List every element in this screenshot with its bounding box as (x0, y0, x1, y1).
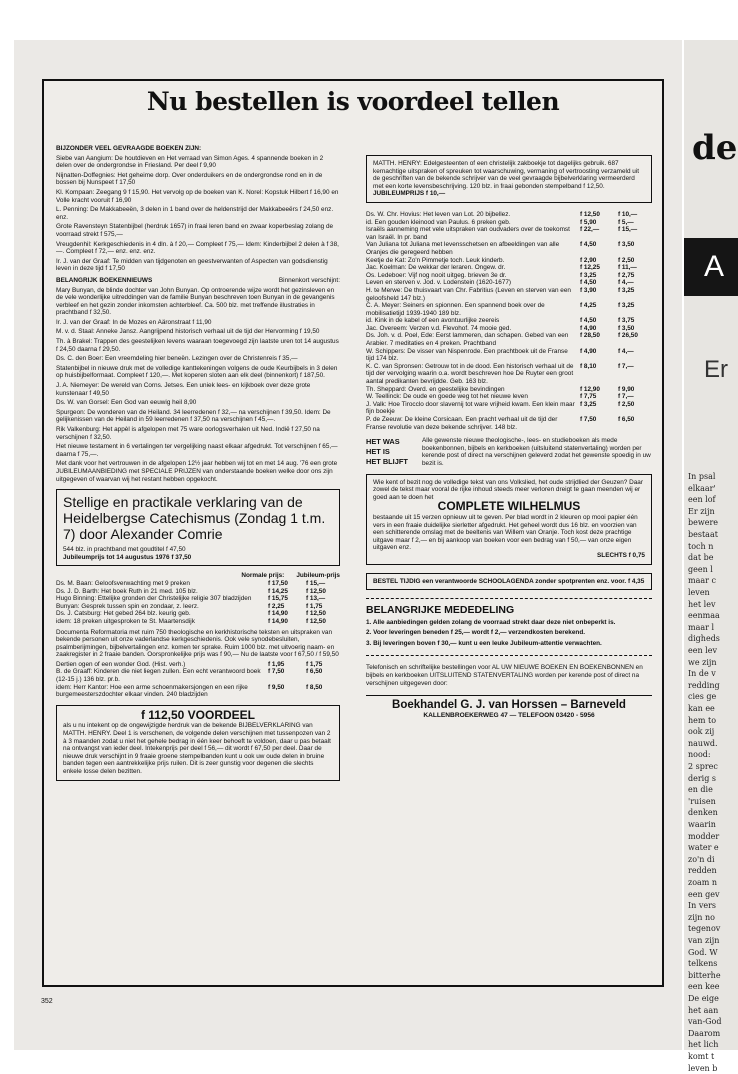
row-title: Ds. W. Chr. Hovius: Het leven van Lot. 20 bijbellez. (366, 210, 511, 218)
edge-line: dat be (688, 553, 714, 563)
jubileum-price: f 1,75 (306, 660, 323, 668)
headline: Nu bestellen is voordeel tellen (146, 87, 560, 116)
price-row (366, 348, 652, 363)
edge-line: telkens (688, 959, 718, 969)
adjacent-subhead: Er (704, 356, 728, 383)
jubileum-price: f 4,— (618, 347, 634, 355)
normal-price: f 8,10 (580, 362, 597, 370)
price-row (366, 257, 652, 265)
adjacent-page (684, 40, 738, 1073)
edge-line: van zijn (688, 936, 720, 945)
normal-price: f 12,90 (580, 385, 600, 393)
price-header (56, 572, 340, 580)
price-row (366, 272, 652, 280)
price-row (56, 603, 340, 611)
mededeling-item: 3. Bij leveringen boven f 30,— kunt u een leuke Jubileum-attentie verwachten. (366, 639, 602, 647)
henry-text: MATTH. HENRY: Edelgesteenten of een christelijk zakboekje tot dagelijks gebruik. 687 kernachtige uitspraken of spreuken tot waarschuwing, vermaning of vertroosting verzameld uit de geschriften van de bekende schrijver van de veel gevraagde bijbelverklaring vermeerderd met een korte levensbeschrijving. 120 blz. in fraai gebonden stempelband f 12,50. (373, 160, 640, 190)
jubileum-price: f 12,50 (306, 587, 326, 595)
row-title: Van Juliana tot Juliana met levensschetsen en afbeeldingen van alle Oranjes die geregeerd hebben (366, 241, 560, 256)
jubileum-price: f 3,25 (618, 286, 635, 294)
row-title: idem: 18 preken uitgesproken te St. Maartensdijk (56, 617, 195, 625)
edge-line: 2 sprec (688, 762, 718, 771)
dashed-divider (366, 598, 652, 599)
price-row (366, 211, 652, 219)
price-row (366, 219, 652, 227)
row-title: W. Schippers: De visser van Nispenrode. Een prachtboek uit de Franse tijd 174 blz. (366, 347, 568, 363)
jubileum-price: f 13,— (306, 595, 326, 603)
jubileum-price: f 3,50 (618, 324, 635, 332)
edge-line: maar c (688, 576, 716, 586)
jubileum-price: f 6,50 (618, 416, 635, 423)
book-entry: Ir. J. van der Graaf: Te midden van tijdgenoten en geestverwanten of Aspecten van godsdienstig leven in deze tijd f 17,50 (56, 257, 328, 273)
comrie-title: Stellige en practikale verklaring van de Heidelbergse Catechismus (Zondag 1 t.m. 7) door Alexander Comrie (63, 494, 326, 543)
normal-price: f 7,50 (580, 416, 597, 423)
price-row (56, 684, 340, 699)
book-entry: Rik Valkenburg: Het appèl is afgelopen met 75 ware oorlogsverhalen uit Ned. Indië f 27,50 na verschijnen f 32,50. (56, 426, 320, 441)
price-row (366, 287, 652, 302)
edge-line: maar l (688, 622, 715, 632)
row-title: J. Valk: Hoe Tirocclo door slavernij tot ware vrijheid kwam. Een klein maar fijn boekje (366, 400, 575, 416)
book-entry: Nijnatten-Doffegnies: Het geheime dorp. Over onderduikers en de ondergrondse rond en in de bossen bij Nunspeet f 17,50 (56, 171, 323, 187)
row-title: id. Kink in de kabel of een avontuurlijke zeereis (366, 317, 500, 325)
normal-price: f 4,90 (580, 347, 597, 355)
edge-line: modder (688, 831, 720, 841)
normal-price: f 12,50 (580, 210, 600, 218)
book-entry: Kl. Kompaan: Zeegang 9 f 15,90. Het vervolg op de boeken van K. Norel: Kopstuk Hilbert f 16,90 en Volle kracht vooruit f 16,90 (56, 188, 339, 204)
mededeling-item: 1. Alle aanbiedingen gelden zolang de voorraad strekt daar deze niet onbeperkt is. (366, 618, 616, 626)
row-title: Ds. Joh. v. d. Poel, Ede: Eerst lammeren, dan schapen. Gebed van een Arabier. 7 meditaties en 4 preken. Prachtband (366, 332, 569, 348)
jubileum-price: f 2,75 (618, 271, 635, 279)
mededeling-title: BELANGRIJKE MEDEDELING (366, 604, 515, 617)
jubileum-price: f 15,— (618, 226, 638, 234)
jubileum-price: f 4,— (618, 279, 634, 287)
normal-price: f 4,50 (580, 317, 597, 325)
book-entry: Met dank voor het vertrouwen in de afgelopen 12½ jaar hebben wij tot en met 14 aug. '76 een grote JUBILEUMAANBIEDING met SPECIALE PRIJZEN van onderstaande boeken welke door ons zijn uitgegeven of waarvan wij het restant hebben opgekocht. (56, 460, 338, 483)
edge-line: waarin (688, 820, 716, 829)
jubileum-price: f 8,50 (306, 683, 323, 691)
edge-line: leven (688, 588, 710, 597)
edge-line: ook zij (688, 727, 715, 737)
normal-price: f 14,90 (268, 617, 288, 625)
section-title: BIJZONDER VEEL GEVRAAGDE BOEKEN ZIJN: (56, 145, 202, 152)
normal-price: f 1,95 (268, 660, 285, 668)
edge-line: zo'n di (688, 854, 715, 864)
price-row (366, 279, 652, 287)
price-row (366, 302, 652, 317)
edge-line: nauwd. (688, 738, 718, 748)
edge-line: van-God (688, 1017, 722, 1027)
edge-line: bestaat (688, 530, 718, 539)
jubileum-price: f 1,75 (306, 602, 323, 610)
price-row (56, 618, 340, 626)
jubileum-price: f 12,50 (306, 617, 326, 625)
price-row (366, 325, 652, 333)
edge-line: toch n (688, 541, 714, 551)
dashed-divider (366, 655, 652, 656)
price-row (366, 241, 652, 256)
advertisement (42, 79, 664, 987)
het-was: HET WAS (366, 437, 400, 447)
price-row (366, 317, 652, 325)
comrie-line: 544 blz. in prachtband met goudtitel f 47,50 (63, 546, 186, 554)
normal-price: f 7,75 (580, 393, 597, 401)
normal-price: f 4,50 (580, 279, 597, 287)
adjacent-banner: A (684, 238, 738, 296)
normal-price: f 5,90 (580, 218, 597, 226)
edge-line: zoam n (688, 878, 718, 887)
edge-line: water e (688, 843, 719, 853)
page-number: 352 (41, 998, 53, 1005)
henry-price: JUBILEUMPRIJS f 10,— (373, 190, 446, 198)
book-entry: M. v. d. Staal: Anneke Jansz. Aangrijpend historisch verhaal uit de tijd der Hervorming f 19,50 (56, 328, 320, 336)
section-subtitle: Binnenkort verschijnt: (278, 276, 340, 284)
edge-line: De eige (688, 994, 719, 1003)
edge-line: een kee (688, 982, 720, 992)
edge-line: redden (688, 866, 717, 876)
edge-line: denken (688, 808, 718, 818)
edge-line: digheds (688, 634, 720, 644)
het-was-text: Alle gewenste nieuwe theologische-, lees- en studieboeken als mede boekenbonnen, bijbels en kerkboeken (uitsluitend statenvertaling) worden per kerende post of direct na verschijnen geleverd zodat het gewenste spoedig in uw bezit is. (422, 437, 651, 467)
book-entry: L. Penning: De Makkabeeën, 3 delen in 1 band over de heldenstrijd der Makkabeeërs f 24,50 enz. enz. (56, 206, 334, 221)
normal-price: f 3,90 (580, 286, 597, 294)
normal-price: f 3,25 (580, 271, 597, 279)
price-row (366, 264, 652, 272)
price-row (366, 401, 652, 416)
normal-price: f 4,25 (580, 302, 597, 310)
edge-line: tegenov (688, 924, 721, 934)
row-title: K. C. van Spronsen: Getrouw tot in de dood. Een historisch verhaal uit de tijd der vervolging waarin o.a. wordt beschreven hoe De Ruyter een groot aantal predikanten bevrijdde. Geb. 163 blz. (366, 362, 574, 386)
header-normal: Normale prijs: (241, 572, 285, 580)
price-row (366, 393, 652, 401)
edge-line: het aan (688, 1005, 719, 1015)
book-entry: Spurgeon: De wonderen van de Heiland. 34 leerredenen f 32,— na verschijnen f 39,50. Idem: De gelijkenissen van de Heiland in 59 leerredenen f 37,50 na verschijnen f 45,—. (56, 408, 331, 424)
edge-line: bitterhe (688, 970, 721, 980)
book-entry: Het nieuwe testament in 6 vertalingen ter vergelijking naast elkaar afgedrukt. Tot verschijnen f 65,— daarna f 75,—. (56, 443, 338, 458)
edge-line: Daarom (688, 1028, 721, 1038)
edge-line: In vers (688, 901, 717, 911)
row-title: idem: Herr Kantor: Hoe een arme schoenmakersjongen en een rijke burgemeesterszdochter elkaar vinden. 240 bladzijden (56, 683, 248, 699)
book-entry: Statenbijbel in nieuwe druk met de volledige kanttekeningen volgens de oude Keurbijbels in 3 delen op huisbijbelformaat. Compleet f 120,—. Met koperen sloten aan elk deel (binnenkort) f 187,50. (56, 364, 338, 380)
row-title: Leven en sterven v. Jod. v. Lodenstein (1620-1677) (366, 279, 512, 287)
jubileum-price: f 15,— (306, 579, 326, 587)
left-column (56, 145, 340, 781)
edge-line: zijn no (688, 912, 715, 922)
jubileum-price: f 9,90 (618, 385, 635, 393)
normal-price: f 2,25 (268, 602, 285, 610)
header-jubileum: Jubileum-prijs (296, 572, 340, 580)
price-row (56, 580, 340, 588)
edge-line: leven b (688, 1063, 718, 1073)
edge-line: elkaar' (688, 483, 716, 493)
jubileum-price: f 11,— (618, 264, 637, 272)
jubileum-price: f 3,50 (618, 241, 635, 249)
edge-line: een gev (688, 889, 720, 899)
shop-address: KALLENBROEKERWEG 47 — TELEFOON 03420 - 5956 (423, 711, 595, 719)
wilhelmus-intro: Wie kent of bezit nog de volledige tekst van ons Volkslied, het oude strijdlied der Geuzen? Daar zowel de tekst maar vooral de rijke inhoud steeds meer verloren dreigt te gaan meenden wij er goed aan te doen het (373, 478, 643, 501)
wilhelmus-price: SLECHTS f 0,75 (597, 551, 645, 559)
edge-line: een lev (688, 646, 717, 655)
edge-line: redding (688, 680, 720, 690)
row-title: B. de Graaff: Kinderen die niet liegen zullen. Een echt verantwoord boek (12-15 j.) 136 blz. pr.b. (56, 668, 261, 684)
normal-price: f 2,90 (580, 256, 597, 264)
price-row (56, 595, 340, 603)
normal-price: f 4,90 (580, 324, 597, 332)
book-entry: Mary Bunyan, de blinde dochter van John Bunyan. Op ontroerende wijze wordt het gezinsleven en de vele wonderlijke uitreddingen van de familie Bunyan beschreven toen Bunyan in de gevangenis verbleef en het gezin zonder inkomsten achterbleef. Ca. 500 blz. met treffende illustraties in prachtband f 32,50. (56, 286, 335, 317)
normal-price: f 28,50 (580, 332, 600, 340)
price-row (56, 668, 340, 683)
row-title: P. de Zeeuw: De kleine Corsicaan. Een pracht verhaal uit de tijd der Franse revolutie van deze bekende schrijver. 148 blz. (366, 416, 558, 431)
price-row (366, 363, 652, 386)
edge-line: Er zijn (688, 506, 715, 516)
edge-line: In de v (688, 669, 716, 679)
edge-line: God. W (688, 947, 718, 957)
wilhelmus-box (366, 474, 652, 565)
row-title: C. A. Meyer: Seiners en spionnen. Een spannend boek over de mobilisatietijd 1939-1940 189 blz. (366, 302, 545, 317)
wilhelmus-text: bestaande uit 15 verzen opnieuw uit te geven. Per blad wordt in 2 kleuren op mooi papier één vers in een fraaie duidelijke sierletter afgedrukt. Het geheel wordt dus 16 blz. en voorzien van een schitterende omslag met de beeltenis van Willem van Oranje. Toch kost deze prachtige uitgave maar f 2,— en bij aankoop van boeken voor een bedrag van f 50,— van onze eigen uitgaven enz. (373, 513, 638, 552)
jubileum-price: f 7,— (618, 362, 634, 370)
row-title: id. Een gouden kleinood van Paulus. 6 preken geb. (366, 218, 511, 226)
normal-price: f 17,50 (268, 579, 288, 587)
normal-price: f 12,25 (580, 264, 600, 272)
row-title: Jac. Koelman: De wekkar der leraren. Ongew. dr. (366, 264, 506, 272)
price-row (56, 588, 340, 596)
jubileum-price: f 10,— (618, 210, 638, 218)
normal-price: f 4,50 (580, 241, 597, 249)
voordeel-title: f 112,50 VOORDEEL (140, 707, 256, 722)
right-column (366, 155, 652, 719)
edge-line: kan ee (688, 704, 715, 713)
book-entry: Siebe van Aangium: De houtdieven en Het verraad van Simon Ages. 4 spannende boeken in 2 delen over de ondergrondse in Friesland. Per deel f 9,90 (56, 154, 324, 170)
book-entry: Ds. C. den Boer: Een vreemdeling hier beneën. Lezingen over de Christenreis f 35,— (56, 355, 298, 363)
agenda-box: BESTEL TIJDIG een verantwoorde SCHOOLAGENDA zonder spotprenten enz. voor. f 4,35 (366, 573, 652, 591)
edge-line: het lich (688, 1040, 719, 1050)
section-title: BELANGRIJK BOEKENNIEUWS (56, 276, 153, 284)
edge-line: komt t (688, 1052, 715, 1061)
documenta-text: Documenta Reformatoria met ruim 750 theologische en kerkhistorische teksten en uitspraken van bekende personen uit onze vaderlandse kerkgeschiedenis. Ook vele synodebesluiten, psalmberijmingen, bijbelvertalingen enz. komen ter sprake. Ruim 1000 blz. met uitvoerig naam- en zaakregister in 2 fraaie banden. Oorspronkelijke prijs was f 90,— Nu de laatste voor f 67,50 / f 59,50 (56, 628, 339, 659)
row-title: Keetje de Kat: Zo'n Pimmetje toch. Leuk kinderb. (366, 256, 505, 264)
het-is: HET IS (366, 447, 390, 457)
book-entry: Th. à Brakel: Trappen des geestelijken levens waaraan toegevoegd zijn laatste uren tot 14 augustus f 24,50 daarna f 29,50. (56, 338, 339, 353)
edge-line: nood: (688, 750, 711, 760)
row-title: H. te Merwe: De thuisvaart van Chr. Fabritius (Leven en sterven van een geloofsheld 147 blz.) (366, 286, 571, 302)
row-title: W. Teellinck: De oude en goede weg tot het nieuwe leven (366, 393, 528, 401)
edge-line: 'ruisen (688, 796, 716, 806)
normal-price: f 14,25 (268, 587, 288, 595)
book-entry: Ir. J. van der Graaf: In de Mozes en Aäronstraat f 11,90 (56, 318, 212, 326)
edge-line: derig s (688, 773, 717, 783)
edge-line: het lev (688, 599, 716, 609)
normal-price: f 14,90 (268, 610, 288, 618)
edge-line: eenmaa (688, 611, 720, 621)
comrie-box (56, 489, 340, 566)
jubileum-price: f 12,50 (306, 610, 326, 618)
voordeel-box (56, 705, 340, 781)
book-entry: Vreugdenhil: Kerkgeschiedenis in 4 dln. à f 20,— Compleet f 75,— Idem: Kinderbijbel 2 delen à f 38,—. Compleet f 72,— enz. enz. enz. (56, 240, 339, 256)
row-title: Ds. J. Catsburg: Het gebed 264 blz. keurig geb. (56, 610, 191, 618)
edge-line: en die (688, 785, 713, 795)
edge-line: bewere (688, 518, 718, 528)
het-blijft: HET BLIJFT (366, 457, 408, 467)
jubileum-price: f 26,50 (618, 332, 638, 340)
jubileum-price: f 3,25 (618, 302, 635, 310)
edge-line: een lof (688, 495, 716, 505)
jubileum-price: f 5,— (618, 218, 634, 226)
normal-price: f 3,25 (580, 400, 597, 408)
book-entry: Ds. W. van Gorsel: Een God van eeuwig heil 8,90 (56, 399, 197, 407)
book-entry: J. A. Niemeyer: De wereld van Corns. Jetses. Een uniek lees- en kijkboek over deze grote kunstenaar f 49,50 (56, 382, 311, 397)
row-title: Bunyan: Gesprek tussen spin en zondaar, z. leerz. (56, 602, 199, 610)
row-title: Th. Sheppard: Overd. en geestelijke bevindingen (366, 385, 505, 393)
row-title: Ds. J. D. Barth: Het boek Ruth in 21 med. 105 blz. (56, 587, 198, 595)
price-row (366, 386, 652, 394)
price-row (366, 332, 652, 347)
edge-line: cies ge (688, 692, 717, 702)
normal-price: f 22,— (580, 226, 600, 234)
order-text: Telefonisch en schriftelijke bestellingen voor AL UW NIEUWE BOEKEN EN BOEKENBONNEN en bijbels en kerkboeken UITSLUITEND STATENVERTALING worden per kerende post of direct na verschijnen uitgegeven door: (366, 664, 643, 687)
jubileum-price: f 2,50 (618, 400, 635, 408)
jubileum-price: f 7,— (618, 393, 634, 401)
normal-price: f 9,50 (268, 683, 285, 691)
henry-box (366, 155, 652, 203)
edge-line: we zijn (688, 657, 717, 667)
normal-price: f 15,75 (268, 595, 288, 603)
wilhelmus-title: COMPLETE WILHELMUS (437, 499, 581, 514)
het-was-block (366, 437, 652, 467)
book-entry: Grote Ravensteyn Statenbijbel (herdruk 1657) in fraai leren band en zwaar koperbeslag zolang de voorraad strekt f 575,— (56, 223, 334, 238)
normal-price: f 7,50 (268, 668, 285, 676)
edge-line: hem to (688, 715, 717, 725)
price-row (56, 661, 340, 669)
voordeel-text: als u nu intekent op de ongewijzigde herdruk van de bekende BIJBELVERKLARING van MATTH. HENRY. Deel 1 is verschenen, de volgende delen verschijnen met tussenpozen van 2 à 3 maanden zodat u niet het gehele bedrag in één keer behoeft te voldoen, daar u pas betaalt na ontvangst van ieder deel. Intekenprijs per deel f 56,— dit wordt f 67,50 per deel. Daar de nieuwe druk verschijnt in 9 fraaie groene stempelbanden kunt u ook uw oude delen in bruine banden tegen een aantrekkelijke prijs ruilen. Dit is zeer gunstig voor degenen die slechts enkele losse delen bezitten. (63, 722, 331, 775)
row-title: Dertien ogen of een wonder God. (Hist. verh.) (56, 660, 186, 668)
row-title: Os. Ledeboer: Vijf nog nooit uitgeg. brieven 3e dr. (366, 271, 507, 279)
comrie-line: Jubileumprijs tot 14 augustus 1976 f 37,50 (63, 553, 192, 561)
price-row (56, 610, 340, 618)
jubileum-price: f 3,75 (618, 317, 635, 325)
mededeling-item: 2. Voor leveringen beneden f 25,— wordt f 2,— verzendkosten berekend. (366, 629, 585, 637)
row-title: Jac. Overeem: Verzen v.d. Flevohof. 74 mooie ged. (366, 324, 512, 332)
price-row (366, 416, 652, 431)
price-row (366, 226, 652, 241)
edge-line: In psal (688, 472, 716, 481)
jubileum-price: f 6,50 (306, 668, 323, 676)
row-title: Hugo Binning: Ettelijke gronden der Christelijke religie 307 bladzijden (56, 595, 252, 603)
row-title: Ds. M. Baan: Geloofsverwachting met 9 preken (56, 579, 190, 587)
edge-line: geen l (688, 564, 713, 574)
adjacent-heading: de (692, 128, 738, 168)
shop-name: Boekhandel G. J. van Horssen – Barneveld (392, 699, 626, 712)
jubileum-price: f 2,50 (618, 256, 635, 264)
row-title: Israëls aanneming met vele uitspraken van oudvaders over de toekomst van Israël. In pr. band (366, 226, 570, 241)
